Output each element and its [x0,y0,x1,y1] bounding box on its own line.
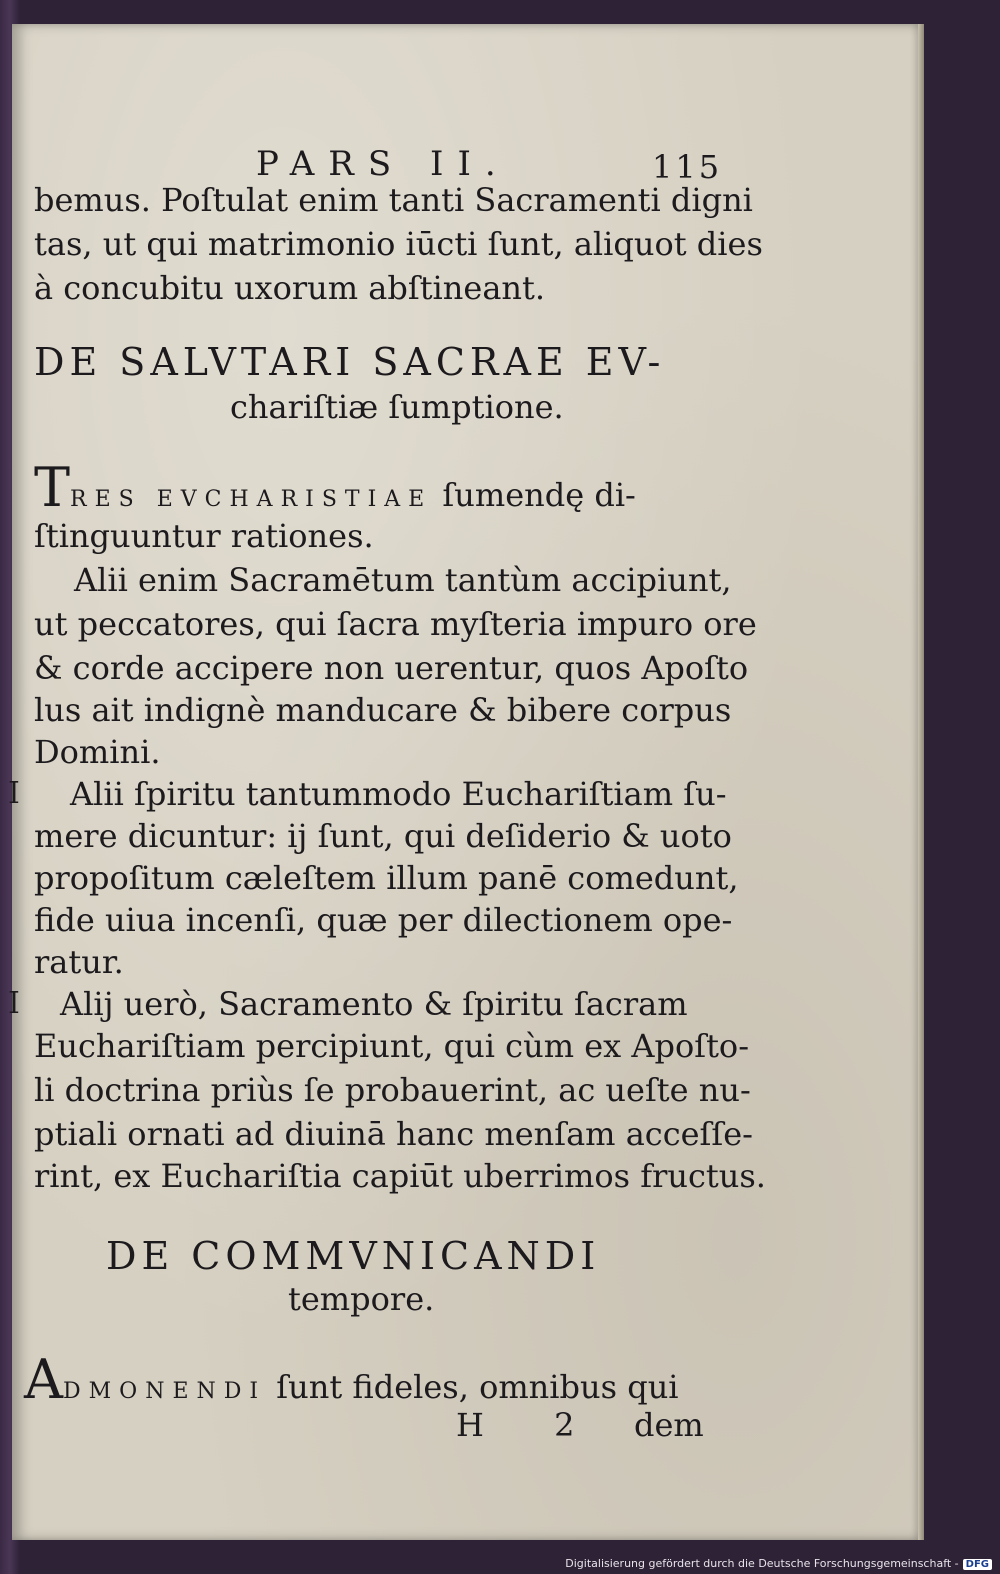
text-line: Alii ſpiritu tantummodo Euchariſtiam ſu- [70,775,727,813]
text-line: Alii enim Sacramētum tantùm accipiunt, [74,561,732,599]
text-line: ſtinguuntur rationes. [34,517,374,555]
text-line: fide uiua incenſi, quæ per dilectionem ope- [34,901,733,939]
page-edge [918,24,924,1540]
section-heading: DE SALVTARI SACRAE EV- [34,340,666,384]
text-line: ratur. [34,943,124,981]
text-line: lus ait indignè manducare & bibere corpus [34,691,732,729]
text-line: tas, ut qui matrimonio iūcti ſunt, aliquot dies [34,225,763,263]
signature-mark: H 2 [456,1406,605,1444]
initial-letter: T [34,456,71,519]
section-heading: DE COMMVNICANDI [106,1234,601,1278]
smallcaps-text: RES EVCHARISTIAE [70,487,433,512]
text-line: propoſitum cæleſtem illum panē comedunt, [34,859,739,897]
text-line: rint, ex Euchariſtia capiūt uberrimos fructus. [34,1157,766,1195]
digitization-note: Digitalisierung gefördert durch die Deutsche Forschungsgemeinschaft - [565,1557,959,1570]
section-subheading: tempore. [288,1280,435,1318]
paragraph-opening [24,1348,679,1412]
text-line: ut peccatores, qui ſacra myſteria impuro ore [34,605,757,643]
text-line: li doctrina priùs ſe probauerint, ac ueſte nu- [34,1071,751,1109]
dfg-logo: DFG [963,1559,992,1570]
opening-rest: ſunt fideles, omnibus qui [276,1368,679,1406]
opening-rest: ſumendę di- [442,476,636,514]
text-line: bemus. Poſtulat enim tanti Sacramenti digni [34,181,753,219]
text-line: mere dicuntur: ij ſunt, qui deſiderio & uoto [34,817,732,855]
book-page [8,24,918,1540]
text-line: & corde accipere non uerentur, quos Apoſto [34,649,749,687]
catchword: dem [634,1406,704,1444]
text-line: à concubitu uxorum abſtineant. [34,269,546,307]
running-head: PARS II. [256,144,510,184]
section-subheading: chariſtiæ ſumptione. [230,388,564,426]
text-line: Domini. [34,733,161,771]
digitization-credit [565,1557,992,1570]
text-line: ptiali ornati ad diuinā hanc menſam acceſſe- [34,1115,753,1153]
text-line: Alij uerò, Sacramento & ſpiritu ſacram [60,985,688,1023]
page-number: 115 [652,148,723,186]
smallcaps-text: DMONENDI [63,1379,267,1404]
marginal-numeral: I [8,986,20,1021]
initial-letter: A [24,1348,63,1411]
marginal-numeral: I [8,776,20,811]
paragraph-opening [34,456,636,520]
text-line: Euchariſtiam percipiunt, qui cùm ex Apoſto- [34,1027,749,1065]
